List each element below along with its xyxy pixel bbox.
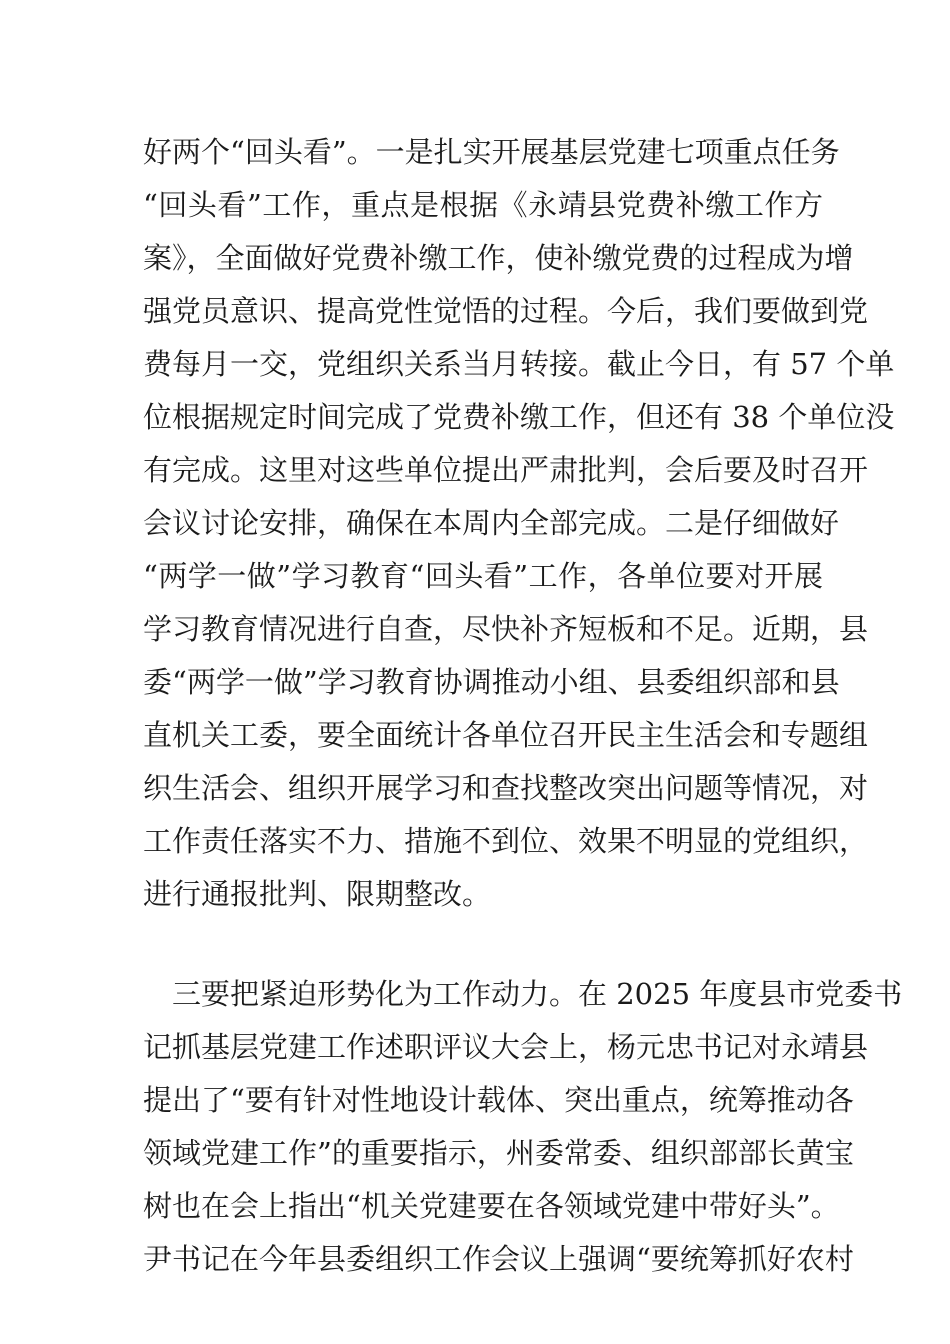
text-line: 会议讨论安排，确保在本周内全部完成。二是仔细做好 — [143, 506, 840, 540]
text-line: 树也在会上指出“机关党建要在各领域党建中带好头”。 — [143, 1189, 840, 1223]
text-line: 提出了“要有针对性地设计载体、突出重点，统筹推动各 — [143, 1083, 854, 1117]
text-line: “两学一做”学习教育“回头看”工作，各单位要对开展 — [143, 559, 823, 593]
text-line: 工作责任落实不力、措施不到位、效果不明显的党组织， — [143, 824, 869, 858]
text-line: 学习教育情况进行自查，尽快补齐短板和不足。近期，县 — [143, 612, 869, 646]
text-line: 三要把紧迫形势化为工作动力。在 2025 年度县市党委书 — [172, 977, 903, 1011]
text-line: 好两个“回头看”。一是扎实开展基层党建七项重点任务 — [143, 135, 840, 169]
text-line: 案》，全面做好党费补缴工作，使补缴党费的过程成为增 — [143, 241, 854, 275]
text-line: 直机关工委，要全面统计各单位召开民主生活会和专题组 — [143, 718, 869, 752]
text-line: 尹书记在今年县委组织工作会议上强调“要统筹抓好农村 — [143, 1242, 854, 1276]
text-line: 记抓基层党建工作述职评议大会上，杨元忠书记对永靖县 — [143, 1030, 869, 1064]
text-line: 位根据规定时间完成了党费补缴工作，但还有 38 个单位没 — [143, 400, 895, 434]
text-line: 委“两学一做”学习教育协调推动小组、县委组织部和县 — [143, 665, 840, 699]
text-line: 费每月一交，党组织关系当月转接。截止今日，有 57 个单 — [143, 347, 895, 381]
text-line: 进行通报批判、限期整改。 — [143, 877, 492, 911]
text-line: 领域党建工作”的重要指示，州委常委、组织部部长黄宝 — [143, 1136, 854, 1170]
text-line: “回头看”工作，重点是根据《永靖县党费补缴工作方 — [143, 188, 823, 222]
text-line: 有完成。这里对这些单位提出严肃批判，会后要及时召开 — [143, 453, 869, 487]
text-line: 强党员意识、提高党性觉悟的过程。今后，我们要做到党 — [143, 294, 869, 328]
text-line: 织生活会、组织开展学习和查找整改突出问题等情况，对 — [143, 771, 869, 805]
